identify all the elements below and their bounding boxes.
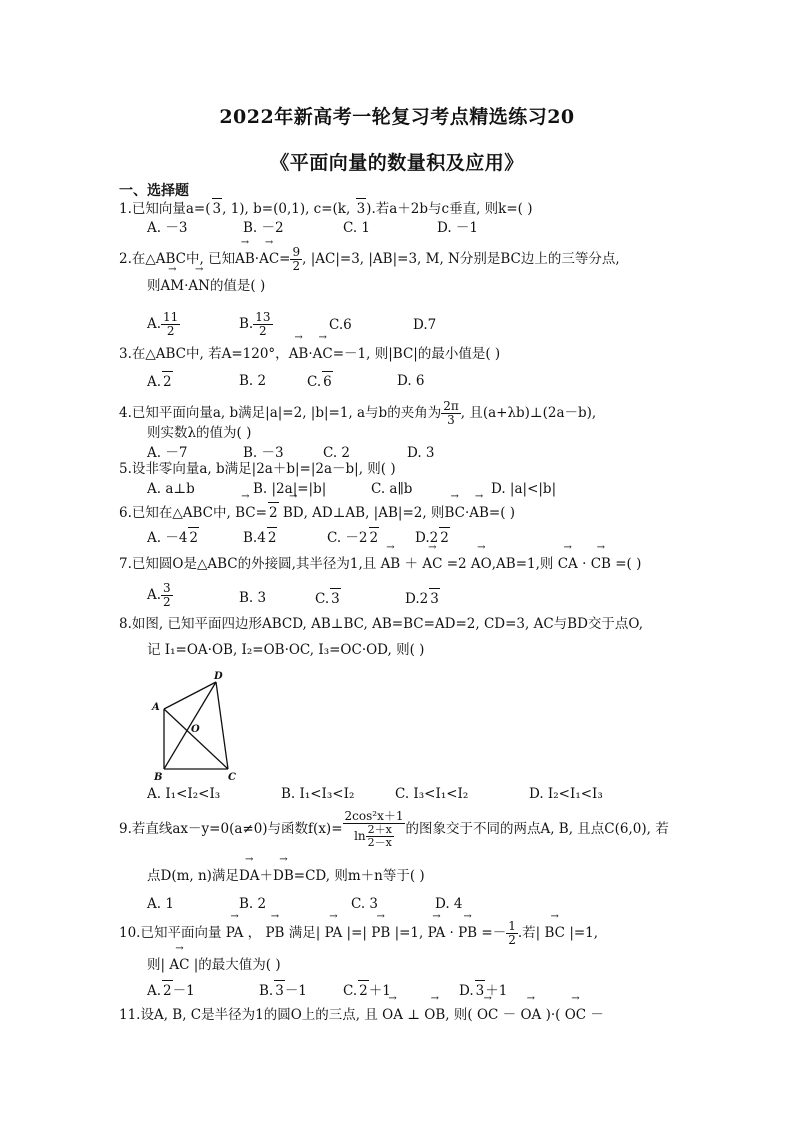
label-d: D: [214, 671, 223, 682]
question-4-stem: 4.已知平面向量a, b满足|a|=2, |b|=1, a与b的夹角为 $\frac{2\pi}{3}$ , 且(a+λb)⊥(2a－b),: [119, 399, 597, 427]
edge-dc: [216, 682, 228, 769]
question-7-stem: 7.已知圆O是△ABC的外接圆,其半径为1,且 → AB ＋ → AC =2 → AO,AB=1,则 → CA · → CB =( ): [119, 554, 641, 574]
option-a: A. －7: [147, 445, 188, 461]
quadrilateral-figure: [150, 668, 250, 780]
option-b: B. 2: [239, 373, 267, 389]
option-a: A. 2: [147, 371, 173, 392]
section-heading: 一、选择题: [119, 183, 189, 199]
option-c: C. 3: [351, 896, 379, 912]
document-title: 2022年新高考一轮复习考点精选练习20: [219, 106, 575, 128]
option-c: C. 2＋1: [343, 980, 391, 1001]
option-d: D.2 3: [405, 588, 440, 609]
option-b: B.4 2: [243, 527, 277, 548]
option-d: D. I₂<I₁<I₃: [529, 786, 603, 802]
option-b: B. 3－1: [259, 980, 307, 1001]
option-d: D. 3＋1: [459, 980, 507, 1001]
option-b: B. －3: [243, 445, 284, 461]
label-a: A: [152, 702, 160, 713]
option-d: D. －1: [437, 220, 479, 236]
option-a: A. a⊥b: [147, 481, 195, 497]
option-c: C. 6: [307, 371, 333, 392]
option-a: A. 1: [147, 896, 174, 912]
label-b: B: [154, 772, 163, 780]
option-d: D.2 2: [415, 527, 450, 548]
option-c: C.6: [329, 317, 352, 333]
label-c: C: [228, 772, 236, 780]
option-a: A. I₁<I₂<I₃: [147, 786, 221, 802]
option-a: A. $\frac{3}{2}$: [147, 581, 171, 609]
question-1-stem: 1.已知向量a=( 3, 1), b=(0,1), c=(k, 3).若a＋2b与c垂直, 则k=( ): [119, 198, 532, 219]
option-a: A. －4 2: [147, 527, 199, 548]
option-d: D. 4: [435, 896, 463, 912]
option-d: D. 3: [407, 445, 435, 461]
option-c: C. 2: [323, 445, 351, 461]
question-8-stem: 8.如图, 已知平面四边形ABCD, AB⊥BC, AB=BC=AD=2, CD=3, AC与BD交于点O,: [119, 616, 643, 632]
label-o: O: [191, 724, 200, 735]
option-d: D.7: [413, 317, 437, 333]
option-c: C. －2 2: [327, 527, 379, 548]
option-a: A. 2－1: [147, 980, 195, 1001]
question-9-stem: 9.若直线ax－y=0(a≠0)与函数f(x)= 2cos²x＋1 ln $\frac{2+x}{2-x}$ 的图象交于不同的两点A, B, 且点C(6,0), 若: [119, 809, 669, 849]
question-10-line-2: 则| → AC |的最大值为( ): [147, 955, 281, 975]
option-c: C. a∥b: [371, 481, 413, 497]
option-a: A. $\frac{11}{2}$: [147, 310, 179, 338]
option-b: B. I₁<I₃<I₂: [281, 786, 355, 802]
question-6-stem: 6.已知在△ABC中, → BC= 2 → BD, AD⊥AB, |AB|=2, 则→ BC·→ AB=( ): [119, 502, 515, 523]
option-a: A. －3: [147, 220, 188, 236]
question-10-stem: 10.已知平面向量 → PA ， → PB 满足| → PA |=| → PB |=1, → PA · → PB =－ $\frac{1}{2}$ .若| → BC |=1,: [119, 920, 598, 947]
question-4-line-2: 则实数λ的值为( ): [147, 425, 252, 441]
option-c: C. 3: [315, 588, 341, 609]
question-5-stem: 5.设非零向量a, b满足|2a＋b|=|2a－b|, 则( ): [119, 461, 396, 477]
document-subtitle: 《平面向量的数量积及应用》: [270, 152, 524, 174]
question-11-stem: 11.设A, B, C是半径为1的圆O上的三点, 且 → OA ⊥ → OB, 则( → OC － → OA )·( → OC －: [119, 1005, 604, 1025]
question-2-line-2: 则→ AM·→ AN的值是( ): [147, 276, 265, 296]
question-8-line-2: 记 I₁=OA·OB, I₂=OB·OC, I₃=OC·OD, 则( ): [147, 642, 425, 658]
option-b: B. 3: [239, 590, 267, 606]
option-d: D. 6: [397, 373, 425, 389]
option-d: D. |a|<|b|: [491, 481, 557, 497]
diagonal-ac: [164, 709, 228, 769]
question-2-stem: 2.在△ABC中, 已知→ AB·→ AC= $\frac{9}{2}$ , |AC|=3, |AB|=3, M, N分别是BC边上的三等分点,: [119, 246, 620, 273]
question-9-line-2: 点D(m, n)满足→ DA＋→ DB=CD, 则m＋n等于( ): [147, 866, 425, 886]
question-3-stem: 3.在△ABC中, 若A=120°，→ AB·→ AC=－1, 则|BC|的最小值是( ): [119, 344, 500, 364]
option-b: B. $\frac{13}{2}$: [239, 310, 271, 338]
option-c: C. I₃<I₁<I₂: [395, 786, 469, 802]
option-c: C. 1: [343, 220, 371, 236]
option-b: B. 2: [239, 896, 267, 912]
option-b: B. |2a|=|b|: [253, 481, 327, 497]
option-b: B. －2: [243, 220, 284, 236]
